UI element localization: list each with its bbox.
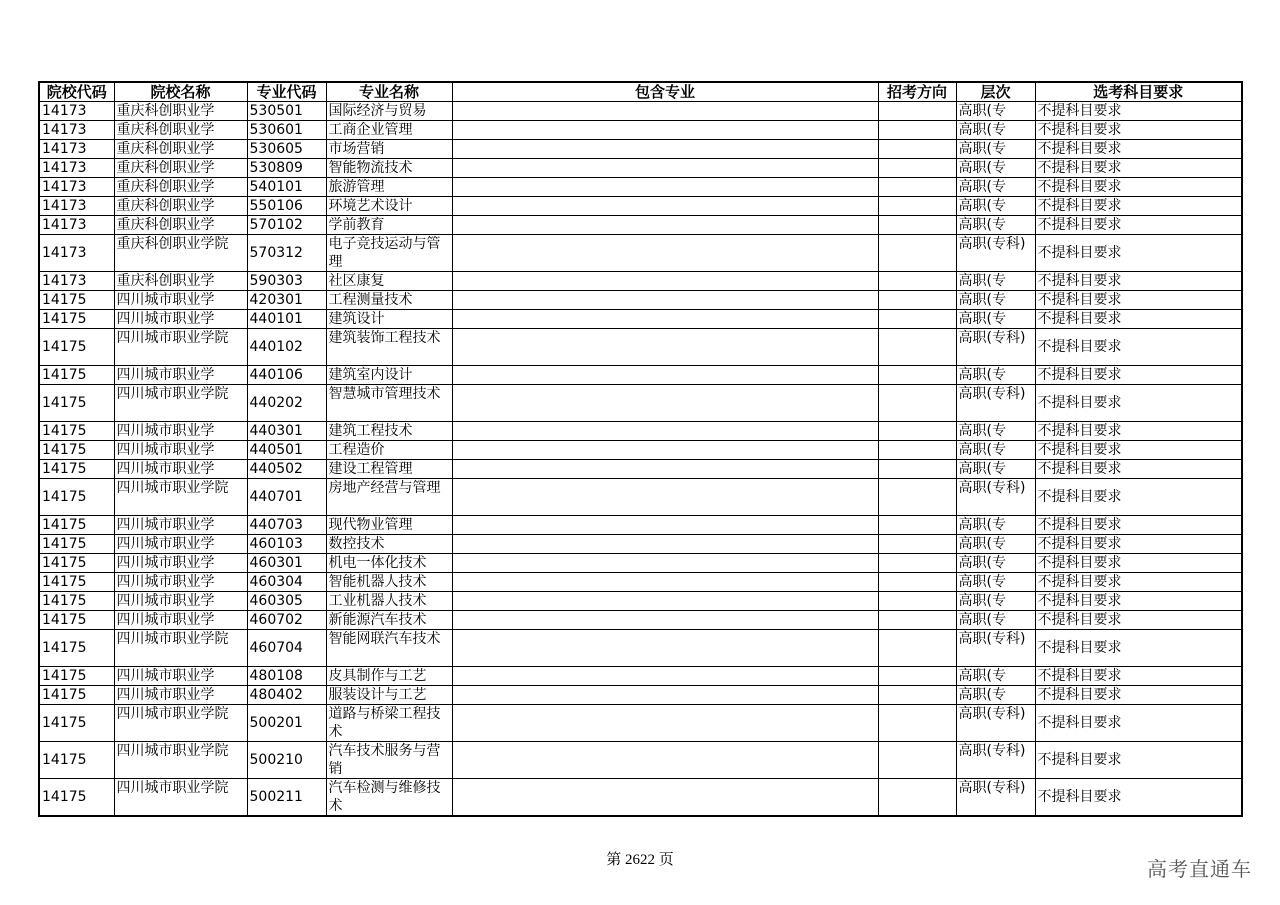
cell-direction — [878, 611, 956, 630]
cell-subject-requirement: 不提科目要求 — [1035, 272, 1242, 291]
cell-direction — [878, 216, 956, 235]
cell-level: 高职(专 — [956, 422, 1035, 441]
header-school-code: 院校代码 — [39, 82, 114, 102]
cell-level: 高职(专科) — [956, 630, 1035, 667]
cell-major-name: 机电一体化技术 — [326, 554, 452, 573]
cell-school-name: 四川城市职业学 — [114, 535, 247, 554]
cell-included-majors — [452, 272, 878, 291]
cell-level: 高职(专科) — [956, 329, 1035, 366]
table-row — [39, 310, 1242, 329]
cell-school-name: 四川城市职业学院 — [114, 385, 247, 422]
cell-major-name: 服装设计与工艺 — [326, 686, 452, 705]
cell-school-code: 14175 — [39, 592, 114, 611]
cell-direction — [878, 366, 956, 385]
cell-included-majors — [452, 178, 878, 197]
cell-included-majors — [452, 140, 878, 159]
cell-major-code: 500210 — [247, 742, 326, 779]
cell-subject-requirement: 不提科目要求 — [1035, 121, 1242, 140]
cell-subject-requirement: 不提科目要求 — [1035, 516, 1242, 535]
cell-subject-requirement: 不提科目要求 — [1035, 216, 1242, 235]
cell-school-code: 14175 — [39, 460, 114, 479]
cell-level: 高职(专 — [956, 554, 1035, 573]
cell-major-code: 440703 — [247, 516, 326, 535]
cell-major-name: 工商企业管理 — [326, 121, 452, 140]
cell-included-majors — [452, 535, 878, 554]
cell-subject-requirement: 不提科目要求 — [1035, 235, 1242, 272]
cell-school-name: 四川城市职业学院 — [114, 329, 247, 366]
cell-direction — [878, 460, 956, 479]
cell-included-majors — [452, 291, 878, 310]
cell-major-name: 市场营销 — [326, 140, 452, 159]
cell-level: 高职(专科) — [956, 742, 1035, 779]
cell-major-name: 工业机器人技术 — [326, 592, 452, 611]
table-row — [39, 705, 1242, 742]
table-row — [39, 216, 1242, 235]
cell-direction — [878, 178, 956, 197]
cell-major-name: 建筑工程技术 — [326, 422, 452, 441]
cell-school-code: 14175 — [39, 310, 114, 329]
cell-direction — [878, 573, 956, 592]
cell-subject-requirement: 不提科目要求 — [1035, 310, 1242, 329]
cell-major-code: 550106 — [247, 197, 326, 216]
table-row — [39, 197, 1242, 216]
cell-major-name: 数控技术 — [326, 535, 452, 554]
table-row — [39, 366, 1242, 385]
cell-subject-requirement: 不提科目要求 — [1035, 197, 1242, 216]
cell-major-code: 480108 — [247, 667, 326, 686]
cell-level: 高职(专 — [956, 366, 1035, 385]
cell-level: 高职(专 — [956, 535, 1035, 554]
cell-major-name: 建设工程管理 — [326, 460, 452, 479]
header-school-name: 院校名称 — [114, 82, 247, 102]
cell-school-code: 14175 — [39, 611, 114, 630]
cell-direction — [878, 197, 956, 216]
cell-school-code: 14173 — [39, 140, 114, 159]
cell-major-name: 社区康复 — [326, 272, 452, 291]
cell-subject-requirement: 不提科目要求 — [1035, 441, 1242, 460]
cell-major-name: 建筑设计 — [326, 310, 452, 329]
cell-level: 高职(专 — [956, 310, 1035, 329]
table-row — [39, 686, 1242, 705]
cell-level: 高职(专 — [956, 159, 1035, 178]
cell-major-code: 590303 — [247, 272, 326, 291]
cell-school-name: 四川城市职业学 — [114, 573, 247, 592]
cell-level: 高职(专科) — [956, 705, 1035, 742]
cell-direction — [878, 121, 956, 140]
cell-included-majors — [452, 460, 878, 479]
cell-major-code: 530605 — [247, 140, 326, 159]
cell-major-code: 460304 — [247, 573, 326, 592]
cell-level: 高职(专 — [956, 291, 1035, 310]
cell-school-code: 14175 — [39, 742, 114, 779]
cell-major-name: 汽车检测与维修技术 — [326, 779, 452, 817]
cell-subject-requirement: 不提科目要求 — [1035, 291, 1242, 310]
table-row — [39, 479, 1242, 516]
cell-level: 高职(专科) — [956, 235, 1035, 272]
cell-major-name: 皮具制作与工艺 — [326, 667, 452, 686]
cell-level: 高职(专 — [956, 611, 1035, 630]
cell-included-majors — [452, 197, 878, 216]
cell-included-majors — [452, 554, 878, 573]
cell-direction — [878, 272, 956, 291]
cell-major-code: 440101 — [247, 310, 326, 329]
cell-major-code: 460301 — [247, 554, 326, 573]
cell-school-name: 四川城市职业学院 — [114, 630, 247, 667]
cell-subject-requirement: 不提科目要求 — [1035, 667, 1242, 686]
cell-major-code: 540101 — [247, 178, 326, 197]
cell-major-name: 学前教育 — [326, 216, 452, 235]
cell-subject-requirement: 不提科目要求 — [1035, 630, 1242, 667]
cell-direction — [878, 742, 956, 779]
cell-included-majors — [452, 630, 878, 667]
table-row — [39, 121, 1242, 140]
cell-level: 高职(专 — [956, 573, 1035, 592]
cell-school-code: 14175 — [39, 535, 114, 554]
cell-subject-requirement: 不提科目要求 — [1035, 479, 1242, 516]
cell-direction — [878, 667, 956, 686]
table-row — [39, 535, 1242, 554]
cell-school-code: 14175 — [39, 573, 114, 592]
cell-included-majors — [452, 592, 878, 611]
table-row — [39, 460, 1242, 479]
cell-major-name: 道路与桥梁工程技术 — [326, 705, 452, 742]
cell-school-code: 14175 — [39, 705, 114, 742]
cell-school-name: 四川城市职业学 — [114, 592, 247, 611]
table-row — [39, 272, 1242, 291]
cell-major-name: 建筑装饰工程技术 — [326, 329, 452, 366]
cell-direction — [878, 422, 956, 441]
cell-subject-requirement: 不提科目要求 — [1035, 178, 1242, 197]
cell-school-name: 四川城市职业学 — [114, 611, 247, 630]
cell-level: 高职(专 — [956, 592, 1035, 611]
cell-included-majors — [452, 216, 878, 235]
cell-subject-requirement: 不提科目要求 — [1035, 554, 1242, 573]
cell-school-name: 重庆科创职业学 — [114, 178, 247, 197]
cell-direction — [878, 385, 956, 422]
page-number: 第 2622 页 — [606, 852, 674, 868]
cell-major-code: 530601 — [247, 121, 326, 140]
cell-major-name: 智能网联汽车技术 — [326, 630, 452, 667]
cell-major-code: 570312 — [247, 235, 326, 272]
header-direction: 招考方向 — [878, 82, 956, 102]
header-level: 层次 — [956, 82, 1035, 102]
cell-level: 高职(专 — [956, 140, 1035, 159]
cell-school-name: 重庆科创职业学 — [114, 216, 247, 235]
cell-major-name: 智慧城市管理技术 — [326, 385, 452, 422]
table-row — [39, 611, 1242, 630]
cell-included-majors — [452, 441, 878, 460]
cell-level: 高职(专 — [956, 121, 1035, 140]
table-row — [39, 630, 1242, 667]
cell-school-name: 四川城市职业学 — [114, 422, 247, 441]
cell-major-code: 500211 — [247, 779, 326, 817]
cell-direction — [878, 705, 956, 742]
cell-school-name: 重庆科创职业学 — [114, 272, 247, 291]
cell-direction — [878, 516, 956, 535]
cell-school-code: 14175 — [39, 667, 114, 686]
cell-major-name: 建筑室内设计 — [326, 366, 452, 385]
cell-level: 高职(专 — [956, 272, 1035, 291]
cell-subject-requirement: 不提科目要求 — [1035, 329, 1242, 366]
cell-school-name: 四川城市职业学 — [114, 686, 247, 705]
cell-direction — [878, 441, 956, 460]
cell-included-majors — [452, 121, 878, 140]
cell-school-name: 四川城市职业学 — [114, 310, 247, 329]
cell-included-majors — [452, 779, 878, 817]
cell-major-name: 房地产经营与管理 — [326, 479, 452, 516]
cell-subject-requirement: 不提科目要求 — [1035, 779, 1242, 817]
cell-included-majors — [452, 686, 878, 705]
cell-included-majors — [452, 329, 878, 366]
cell-subject-requirement: 不提科目要求 — [1035, 102, 1242, 121]
cell-level: 高职(专 — [956, 667, 1035, 686]
cell-major-code: 460704 — [247, 630, 326, 667]
cell-direction — [878, 592, 956, 611]
cell-school-name: 重庆科创职业学院 — [114, 235, 247, 272]
cell-school-name: 四川城市职业学 — [114, 516, 247, 535]
cell-included-majors — [452, 611, 878, 630]
cell-level: 高职(专 — [956, 197, 1035, 216]
cell-included-majors — [452, 235, 878, 272]
cell-school-code: 14173 — [39, 272, 114, 291]
table-row — [39, 422, 1242, 441]
cell-level: 高职(专 — [956, 460, 1035, 479]
cell-school-code: 14173 — [39, 102, 114, 121]
header-row — [39, 82, 1242, 102]
cell-included-majors — [452, 667, 878, 686]
cell-subject-requirement: 不提科目要求 — [1035, 159, 1242, 178]
cell-school-name: 重庆科创职业学 — [114, 159, 247, 178]
cell-school-name: 四川城市职业学院 — [114, 705, 247, 742]
cell-school-name: 四川城市职业学 — [114, 441, 247, 460]
cell-level: 高职(专科) — [956, 779, 1035, 817]
cell-major-code: 440202 — [247, 385, 326, 422]
cell-school-name: 重庆科创职业学 — [114, 197, 247, 216]
table-row — [39, 592, 1242, 611]
cell-school-code: 14175 — [39, 366, 114, 385]
cell-major-code: 440106 — [247, 366, 326, 385]
admission-table — [38, 81, 1243, 817]
cell-school-code: 14173 — [39, 159, 114, 178]
cell-major-code: 460103 — [247, 535, 326, 554]
cell-major-code: 440102 — [247, 329, 326, 366]
table-row — [39, 140, 1242, 159]
table-row — [39, 385, 1242, 422]
table-row — [39, 779, 1242, 817]
cell-direction — [878, 159, 956, 178]
cell-school-code: 14175 — [39, 441, 114, 460]
cell-direction — [878, 554, 956, 573]
cell-major-code: 480402 — [247, 686, 326, 705]
cell-included-majors — [452, 573, 878, 592]
cell-subject-requirement: 不提科目要求 — [1035, 140, 1242, 159]
cell-direction — [878, 630, 956, 667]
cell-major-code: 440301 — [247, 422, 326, 441]
cell-major-name: 环境艺术设计 — [326, 197, 452, 216]
cell-school-name: 四川城市职业学 — [114, 554, 247, 573]
cell-level: 高职(专科) — [956, 479, 1035, 516]
cell-major-code: 440701 — [247, 479, 326, 516]
cell-included-majors — [452, 742, 878, 779]
cell-direction — [878, 329, 956, 366]
cell-school-name: 四川城市职业学 — [114, 291, 247, 310]
cell-school-name: 重庆科创职业学 — [114, 121, 247, 140]
cell-subject-requirement: 不提科目要求 — [1035, 573, 1242, 592]
cell-level: 高职(专 — [956, 178, 1035, 197]
table-row — [39, 102, 1242, 121]
cell-major-name: 汽车技术服务与营销 — [326, 742, 452, 779]
cell-major-name: 电子竞技运动与管理 — [326, 235, 452, 272]
cell-included-majors — [452, 705, 878, 742]
table-row — [39, 329, 1242, 366]
cell-direction — [878, 310, 956, 329]
cell-subject-requirement: 不提科目要求 — [1035, 385, 1242, 422]
cell-major-code: 440501 — [247, 441, 326, 460]
cell-school-name: 重庆科创职业学 — [114, 140, 247, 159]
cell-major-name: 智能机器人技术 — [326, 573, 452, 592]
watermark: 高考直通车 — [1147, 857, 1252, 881]
cell-direction — [878, 291, 956, 310]
cell-subject-requirement: 不提科目要求 — [1035, 535, 1242, 554]
cell-level: 高职(专科) — [956, 385, 1035, 422]
cell-subject-requirement: 不提科目要求 — [1035, 705, 1242, 742]
cell-level: 高职(专 — [956, 102, 1035, 121]
cell-school-name: 四川城市职业学院 — [114, 742, 247, 779]
cell-level: 高职(专 — [956, 441, 1035, 460]
cell-school-name: 四川城市职业学院 — [114, 779, 247, 817]
table-row — [39, 742, 1242, 779]
cell-school-code: 14173 — [39, 197, 114, 216]
cell-level: 高职(专 — [956, 686, 1035, 705]
cell-subject-requirement: 不提科目要求 — [1035, 742, 1242, 779]
cell-included-majors — [452, 516, 878, 535]
cell-subject-requirement: 不提科目要求 — [1035, 592, 1242, 611]
cell-level: 高职(专 — [956, 516, 1035, 535]
cell-school-code: 14175 — [39, 291, 114, 310]
cell-subject-requirement: 不提科目要求 — [1035, 686, 1242, 705]
cell-major-code: 420301 — [247, 291, 326, 310]
table-row — [39, 667, 1242, 686]
cell-school-code: 14173 — [39, 216, 114, 235]
cell-included-majors — [452, 385, 878, 422]
cell-school-code: 14175 — [39, 686, 114, 705]
cell-major-name: 旅游管理 — [326, 178, 452, 197]
cell-major-code: 460702 — [247, 611, 326, 630]
cell-included-majors — [452, 102, 878, 121]
cell-direction — [878, 140, 956, 159]
header-included-majors: 包含专业 — [452, 82, 878, 102]
cell-direction — [878, 102, 956, 121]
cell-direction — [878, 535, 956, 554]
cell-included-majors — [452, 366, 878, 385]
cell-school-name: 四川城市职业学 — [114, 460, 247, 479]
cell-school-code: 14175 — [39, 422, 114, 441]
cell-subject-requirement: 不提科目要求 — [1035, 460, 1242, 479]
cell-school-name: 四川城市职业学 — [114, 667, 247, 686]
cell-included-majors — [452, 159, 878, 178]
cell-school-code: 14175 — [39, 329, 114, 366]
table-row — [39, 235, 1242, 272]
cell-school-code: 14175 — [39, 516, 114, 535]
table-row — [39, 554, 1242, 573]
cell-direction — [878, 779, 956, 817]
table-body — [39, 102, 1242, 817]
cell-included-majors — [452, 422, 878, 441]
cell-school-code: 14175 — [39, 630, 114, 667]
cell-subject-requirement: 不提科目要求 — [1035, 366, 1242, 385]
cell-direction — [878, 235, 956, 272]
cell-school-code: 14175 — [39, 554, 114, 573]
cell-major-name: 现代物业管理 — [326, 516, 452, 535]
cell-major-name: 智能物流技术 — [326, 159, 452, 178]
cell-school-code: 14173 — [39, 235, 114, 272]
cell-major-code: 460305 — [247, 592, 326, 611]
cell-major-name: 工程造价 — [326, 441, 452, 460]
cell-level: 高职(专 — [956, 216, 1035, 235]
table-row — [39, 178, 1242, 197]
cell-school-name: 四川城市职业学 — [114, 366, 247, 385]
table-row — [39, 159, 1242, 178]
header-subject-requirement: 选考科目要求 — [1035, 82, 1242, 102]
cell-major-code: 570102 — [247, 216, 326, 235]
cell-major-name: 新能源汽车技术 — [326, 611, 452, 630]
cell-school-code: 14175 — [39, 779, 114, 817]
cell-subject-requirement: 不提科目要求 — [1035, 422, 1242, 441]
cell-major-name: 工程测量技术 — [326, 291, 452, 310]
cell-school-code: 14173 — [39, 178, 114, 197]
cell-direction — [878, 686, 956, 705]
table-row — [39, 441, 1242, 460]
header-major-name: 专业名称 — [326, 82, 452, 102]
cell-school-name: 重庆科创职业学 — [114, 102, 247, 121]
cell-school-code: 14173 — [39, 121, 114, 140]
table-row — [39, 516, 1242, 535]
cell-major-code: 530809 — [247, 159, 326, 178]
table-row — [39, 573, 1242, 592]
cell-subject-requirement: 不提科目要求 — [1035, 611, 1242, 630]
cell-major-code: 530501 — [247, 102, 326, 121]
cell-included-majors — [452, 479, 878, 516]
cell-school-name: 四川城市职业学院 — [114, 479, 247, 516]
header-major-code: 专业代码 — [247, 82, 326, 102]
cell-school-code: 14175 — [39, 385, 114, 422]
table-row — [39, 291, 1242, 310]
cell-major-code: 440502 — [247, 460, 326, 479]
cell-major-name: 国际经济与贸易 — [326, 102, 452, 121]
cell-school-code: 14175 — [39, 479, 114, 516]
cell-major-code: 500201 — [247, 705, 326, 742]
cell-direction — [878, 479, 956, 516]
cell-included-majors — [452, 310, 878, 329]
